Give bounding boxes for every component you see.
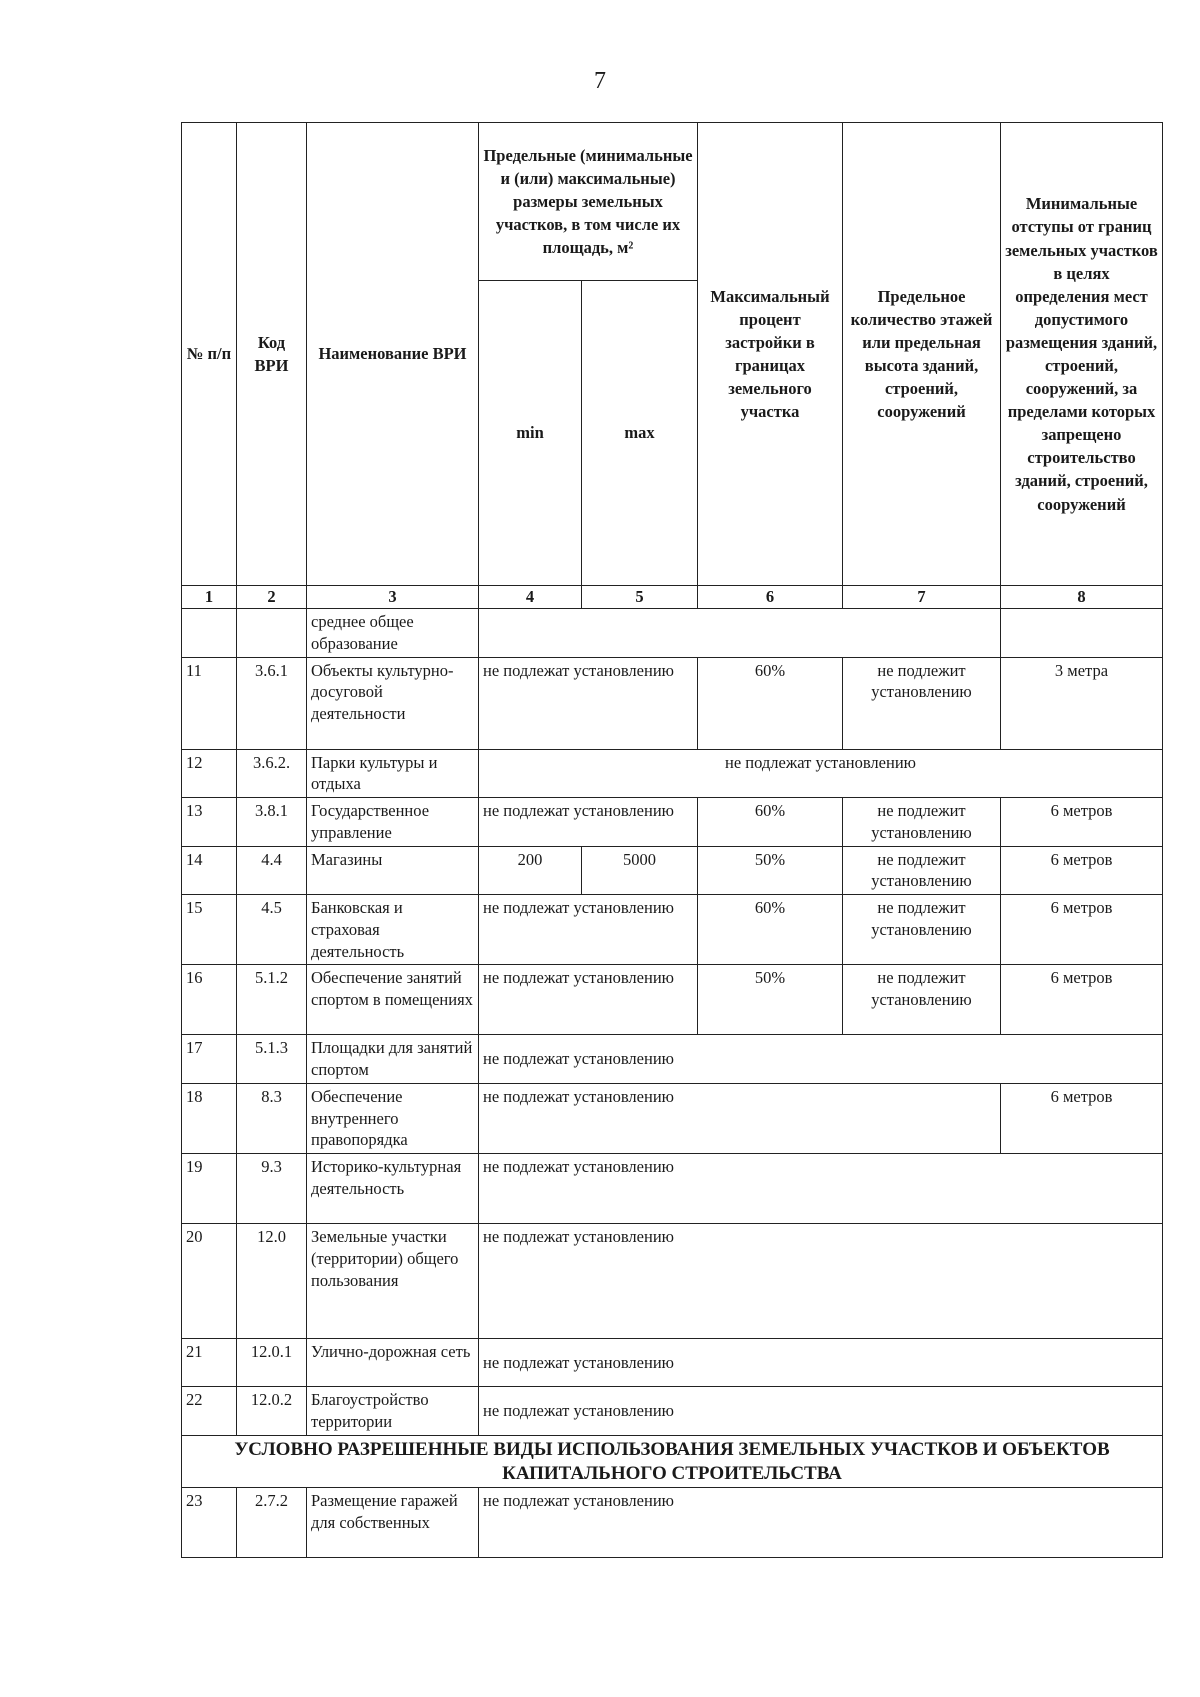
row-setback: 6 метров [1001, 1083, 1163, 1153]
table-row [182, 846, 1163, 895]
section-title: УСЛОВНО РАЗРЕШЕННЫЕ ВИДЫ ИСПОЛЬЗОВАНИЯ ЗЕМЕЛЬНЫХ УЧАСТКОВ И ОБЪЕКТОВ КАПИТАЛЬНОГО СТРОИТЕЛЬСТВА [182, 1435, 1163, 1488]
row-max: 5000 [582, 846, 698, 895]
header-min: min [479, 281, 582, 586]
row-code: 12.0.1 [237, 1339, 307, 1387]
section-row [182, 1435, 1163, 1488]
row-code: 12.0.2 [237, 1387, 307, 1436]
row-sizes: не подлежат установлению [479, 965, 698, 1035]
row-name: Обеспечение внутреннего правопорядка [307, 1083, 479, 1153]
col-number: 4 [479, 586, 582, 609]
header-floors: Предельное количество этажей или предельная высота зданий, строений, сооружений [843, 123, 1001, 586]
row-all: не подлежат установлению [479, 1488, 1163, 1558]
row-name: Банковская и страховая деятельность [307, 895, 479, 965]
row-floors: не подлежит установлению [843, 657, 1001, 749]
row-num: 15 [182, 895, 237, 965]
row-code: 4.4 [237, 846, 307, 895]
row-percent: 50% [698, 965, 843, 1035]
row-setback: 6 метров [1001, 846, 1163, 895]
row-code: 5.1.3 [237, 1035, 307, 1084]
col-number: 7 [843, 586, 1001, 609]
row-code: 8.3 [237, 1083, 307, 1153]
row-num: 22 [182, 1387, 237, 1436]
row-name: Улично-дорожная сеть [307, 1339, 479, 1387]
row-code: 12.0 [237, 1224, 307, 1339]
row-all: не подлежат установлению [479, 1035, 1163, 1084]
row-code: 3.8.1 [237, 798, 307, 847]
row-name: Государственное управление [307, 798, 479, 847]
table-row [182, 1083, 1163, 1153]
table-row [182, 749, 1163, 798]
table-row [182, 1154, 1163, 1224]
header-code: Код ВРИ [237, 123, 307, 586]
row-name: Размещение гаражей для собственных [307, 1488, 479, 1558]
row-code: 4.5 [237, 895, 307, 965]
header-name: Наименование ВРИ [307, 123, 479, 586]
header-percent: Максимальный процент застройки в границах земельного участка [698, 123, 843, 586]
row-num: 11 [182, 657, 237, 749]
col-number: 6 [698, 586, 843, 609]
row-num: 23 [182, 1488, 237, 1558]
row-min: 200 [479, 846, 582, 895]
header-num: № п/п [182, 123, 237, 586]
col-number: 8 [1001, 586, 1163, 609]
row-name: Площадки для занятий спортом [307, 1035, 479, 1084]
row-sizes: не подлежат установлению [479, 895, 698, 965]
row-percent: 60% [698, 798, 843, 847]
row-percent: 60% [698, 657, 843, 749]
row-all: не подлежат установлению [479, 1339, 1163, 1387]
row-num: 19 [182, 1154, 237, 1224]
table-row [182, 965, 1163, 1035]
table-row [182, 895, 1163, 965]
table-row [182, 609, 1163, 658]
row-all: не подлежат установлению [479, 1224, 1163, 1339]
row-name: Парки культуры и отдыха [307, 749, 479, 798]
row-floors: не подлежит установлению [843, 798, 1001, 847]
col-number: 1 [182, 586, 237, 609]
row-setback: 3 метра [1001, 657, 1163, 749]
page-number: 7 [594, 68, 606, 94]
row-code: 2.7.2 [237, 1488, 307, 1558]
table-row [182, 1035, 1163, 1084]
row-num: 17 [182, 1035, 237, 1084]
row-num: 21 [182, 1339, 237, 1387]
row-all: не подлежат установлению [479, 1083, 1001, 1153]
row-floors: не подлежит установлению [843, 895, 1001, 965]
row-percent: 50% [698, 846, 843, 895]
row-name: Обеспечение занятий спортом в помещениях [307, 965, 479, 1035]
row-name: среднее общее образование [307, 609, 479, 658]
row-code: 5.1.2 [237, 965, 307, 1035]
table-row [182, 798, 1163, 847]
row-name: Благоустройство территории [307, 1387, 479, 1436]
col-number: 5 [582, 586, 698, 609]
row-setback: 6 метров [1001, 965, 1163, 1035]
row-name: Объекты культурно-досуговой деятельности [307, 657, 479, 749]
row-num: 12 [182, 749, 237, 798]
row-code: 3.6.1 [237, 657, 307, 749]
row-all: не подлежат установлению [479, 749, 1163, 798]
row-name: Земельные участки (территории) общего пользования [307, 1224, 479, 1339]
row-setback: 6 метров [1001, 798, 1163, 847]
row-sizes: не подлежат установлению [479, 657, 698, 749]
header-sizes: Предельные (минимальные и (или) максимальные) размеры земельных участков, в том числе их площадь, м² [479, 123, 698, 281]
row-num: 16 [182, 965, 237, 1035]
row-code: 3.6.2. [237, 749, 307, 798]
col-number: 2 [237, 586, 307, 609]
row-floors: не подлежит установлению [843, 965, 1001, 1035]
table-row [182, 1488, 1163, 1558]
table-row [182, 1387, 1163, 1436]
row-code: 9.3 [237, 1154, 307, 1224]
row-code [237, 609, 307, 658]
row-sizes: не подлежат установлению [479, 798, 698, 847]
land-use-regulations-table [181, 122, 1163, 1558]
table-row [182, 1339, 1163, 1387]
row-setback: 6 метров [1001, 895, 1163, 965]
row-all: не подлежат установлению [479, 1387, 1163, 1436]
header-max: max [582, 281, 698, 586]
header-setbacks: Минимальные отступы от границ земельных участков в целях определения мест допустимого размещения зданий, строений, сооружений, за пределами которых запрещено строительство зданий, строений, сооружений [1001, 123, 1163, 586]
row-num: 13 [182, 798, 237, 847]
row-name: Историко-культурная деятельность [307, 1154, 479, 1224]
table-row [182, 1224, 1163, 1339]
row-all: не подлежат установлению [479, 1154, 1163, 1224]
col-number: 3 [307, 586, 479, 609]
row-num: 18 [182, 1083, 237, 1153]
row-percent: 60% [698, 895, 843, 965]
row-floors: не подлежит установлению [843, 846, 1001, 895]
row-num: 14 [182, 846, 237, 895]
row-num: 20 [182, 1224, 237, 1339]
row-name: Магазины [307, 846, 479, 895]
table-row [182, 657, 1163, 749]
row-num [182, 609, 237, 658]
